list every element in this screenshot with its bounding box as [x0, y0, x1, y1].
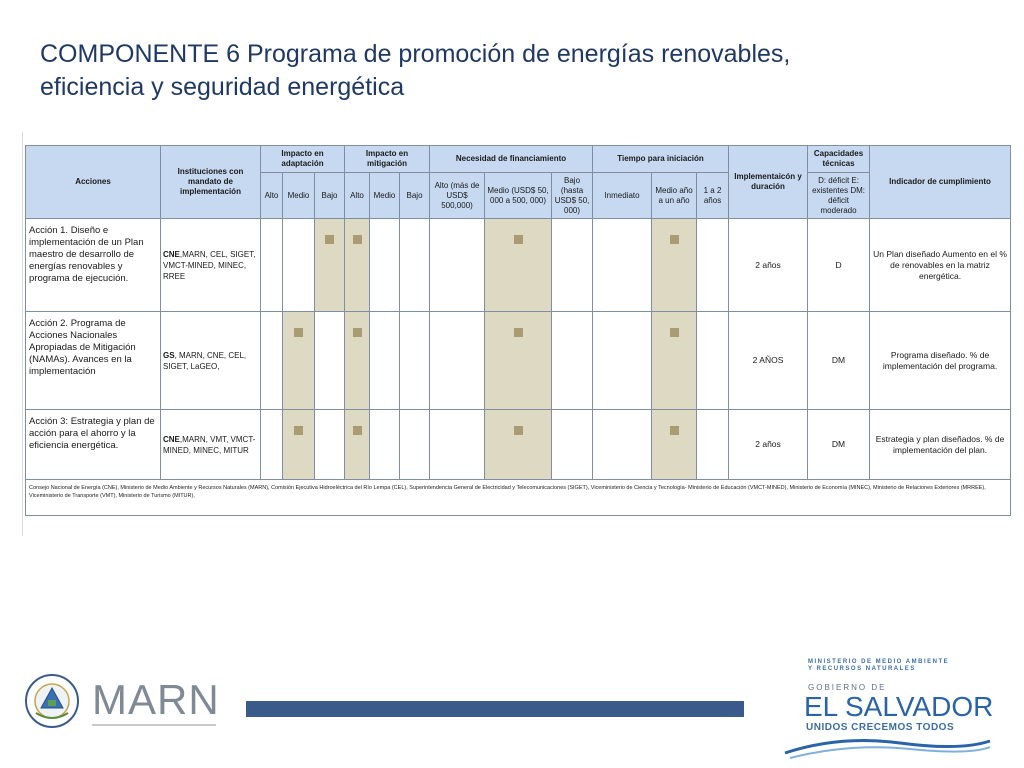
- acronyms-note: Consejo Nacional de Energía (CNE), Ministerio de Medio Ambiente y Recursos Naturales (MARN), Comisión Ejecutiva Hidroeléctrica del Río Lempa (CEL), Superintendencia General de Electricidad y Telecomunicaciones (SIGET), Viceministerio de Ciencia y Tecnología- Ministerio de Educación (VMCT-MINED), Ministerio de Economía (MINEC), Ministerio de Relaciones Exteriores (MRREE), Viceministerio de Transporte (VMT), Ministerio de Turismo (MITUR),: [26, 480, 1011, 516]
- header-indicador: Indicador de cumplimiento: [870, 146, 1011, 219]
- action-cell: Acción 1. Diseño e implementación de un Plan maestro de desarrollo de energías renovables y programa de ejecución.: [26, 219, 161, 312]
- header-instituciones: Instituciones con mandato de implementación: [161, 146, 261, 219]
- slide-title-line-1: COMPONENTE 6 Programa de promoción de energías renovables,: [40, 40, 791, 68]
- duration-cell: 2 años: [729, 219, 808, 312]
- cell-adapt-bajo: [315, 312, 345, 410]
- other-institutions: ,MARN, CEL, SIGET, VMCT-MINED, MINEC, RREE: [163, 249, 256, 281]
- cell-uno-dos-anios: [697, 219, 729, 312]
- cell-adapt-alto: [261, 312, 283, 410]
- cell-mitig-alto: [345, 312, 370, 410]
- duration-cell: 2 años: [729, 410, 808, 480]
- institutions-cell: [161, 219, 261, 312]
- gobierno-de-text: GOBIERNO DE: [808, 683, 887, 692]
- component-table-container: [25, 145, 1010, 516]
- cell-adapt-bajo: [315, 410, 345, 480]
- cell-adapt-bajo: [315, 219, 345, 312]
- lead-institution: CNE: [163, 434, 180, 444]
- action-cell: Acción 2. Programa de Acciones Nacionales Apropiadas de Mitigación (NAMAs). Avances en la implementación: [26, 312, 161, 410]
- cell-uno-dos-anios: [697, 410, 729, 480]
- check-mark-icon: [670, 235, 679, 244]
- check-mark-icon: [670, 426, 679, 435]
- header-adapt-alto: Alto: [261, 173, 283, 219]
- marn-logo: MARN: [92, 676, 220, 723]
- cell-fin-bajo: [552, 410, 593, 480]
- cell-adapt-alto: [261, 410, 283, 480]
- cell-adapt-medio: [283, 312, 315, 410]
- cell-fin-alto: [430, 219, 485, 312]
- cell-mitig-medio: [370, 410, 400, 480]
- header-adapt-medio: Medio: [283, 173, 315, 219]
- wave-swoosh-icon: [780, 733, 995, 761]
- header-implementacion: Implementaicón y duración: [729, 146, 808, 219]
- cell-mitig-alto: [345, 410, 370, 480]
- header-capacidades-leyenda: D: déficit E: existentes DM: déficit moderado: [808, 173, 870, 219]
- ministry-line-2: Y RECURSOS NATURALES: [808, 666, 916, 672]
- marn-underline: [92, 724, 216, 726]
- cell-mitig-bajo: [400, 219, 430, 312]
- el-salvador-coat-of-arms-icon: [24, 673, 80, 729]
- cell-mitig-bajo: [400, 410, 430, 480]
- check-mark-icon: [514, 426, 523, 435]
- cell-fin-medio: [485, 312, 552, 410]
- cell-mitig-medio: [370, 312, 400, 410]
- cell-mitig-alto: [345, 219, 370, 312]
- duration-cell: 2 AÑOS: [729, 312, 808, 410]
- cell-medio-anio: [652, 219, 697, 312]
- header-capacidades: Capacidades técnicas: [808, 146, 870, 173]
- lead-institution: GS: [163, 350, 175, 360]
- check-mark-icon: [353, 235, 362, 244]
- cell-uno-dos-anios: [697, 312, 729, 410]
- header-adapt-bajo: Bajo: [315, 173, 345, 219]
- ministry-text: [808, 659, 949, 673]
- institutions-cell: [161, 312, 261, 410]
- check-mark-icon: [670, 328, 679, 337]
- cell-mitig-medio: [370, 219, 400, 312]
- header-acciones: Acciones: [26, 146, 161, 219]
- header-impacto-mitigacion: Impacto en mitigación: [345, 146, 430, 173]
- check-mark-icon: [294, 426, 303, 435]
- footer-bar: [246, 701, 744, 717]
- check-mark-icon: [514, 328, 523, 337]
- header-necesidad-financiamiento: Necesidad de financiamiento: [430, 146, 593, 173]
- el-salvador-text: EL SALVADOR: [804, 691, 994, 722]
- lead-institution: CNE: [163, 249, 180, 259]
- cell-mitig-bajo: [400, 312, 430, 410]
- header-impacto-adaptacion: Impacto en adaptación: [261, 146, 345, 173]
- cell-adapt-alto: [261, 219, 283, 312]
- capacity-cell: DM: [808, 410, 870, 480]
- cell-fin-medio: [485, 219, 552, 312]
- cell-inmediato: [593, 219, 652, 312]
- check-mark-icon: [325, 235, 334, 244]
- check-mark-icon: [353, 328, 362, 337]
- left-divider: [22, 132, 23, 536]
- cell-fin-alto: [430, 312, 485, 410]
- other-institutions: , MARN, CNE, CEL, SIGET, LaGEO,: [163, 350, 247, 371]
- capacity-cell: DM: [808, 312, 870, 410]
- gobierno-el-salvador-logo: [780, 655, 1000, 765]
- slide-title-line-2: eficiencia y seguridad energética: [40, 73, 405, 101]
- table-row: [26, 410, 1011, 480]
- header-uno-dos-anios: 1 a 2 años: [697, 173, 729, 219]
- component-table: [25, 145, 1011, 516]
- header-inmediato: Inmediato: [593, 173, 652, 219]
- cell-fin-bajo: [552, 312, 593, 410]
- institutions-cell: [161, 410, 261, 480]
- other-institutions: ,MARN, VMT, VMCT-MINED, MINEC, MITUR: [163, 434, 256, 455]
- header-tiempo-iniciacion: Tiempo para iniciación: [593, 146, 729, 173]
- cell-medio-anio: [652, 312, 697, 410]
- cell-fin-medio: [485, 410, 552, 480]
- indicator-cell: Un Plan diseñado Aumento en el % de renovables en la matriz energética.: [870, 219, 1011, 312]
- cell-adapt-medio: [283, 219, 315, 312]
- header-fin-bajo: Bajo (hasta USD$ 50, 000): [552, 173, 593, 219]
- header-fin-alto: Alto (más de USD$ 500,000): [430, 173, 485, 219]
- indicator-cell: Estrategia y plan diseñados. % de implementación del plan.: [870, 410, 1011, 480]
- header-mitig-medio: Medio: [370, 173, 400, 219]
- header-mitig-bajo: Bajo: [400, 173, 430, 219]
- check-mark-icon: [353, 426, 362, 435]
- cell-inmediato: [593, 410, 652, 480]
- action-cell: Acción 3: Estrategia y plan de acción para el ahorro y la eficiencia energética.: [26, 410, 161, 480]
- header-mitig-alto: Alto: [345, 173, 370, 219]
- slide-title: [40, 38, 1000, 104]
- cell-inmediato: [593, 312, 652, 410]
- check-mark-icon: [294, 328, 303, 337]
- table-row: [26, 219, 1011, 312]
- cell-adapt-medio: [283, 410, 315, 480]
- ministry-line-1: MINISTERIO DE MEDIO AMBIENTE: [808, 659, 950, 665]
- cell-fin-bajo: [552, 219, 593, 312]
- check-mark-icon: [514, 235, 523, 244]
- indicator-cell: Programa diseñado. % de implementación del programa.: [870, 312, 1011, 410]
- header-medio-anio: Medio año a un año: [652, 173, 697, 219]
- capacity-cell: D: [808, 219, 870, 312]
- header-fin-medio: Medio (USD$ 50, 000 a 500, 000): [485, 173, 552, 219]
- cell-fin-alto: [430, 410, 485, 480]
- unidos-crecemos-todos-text: UNIDOS CRECEMOS TODOS: [806, 722, 955, 733]
- table-row: [26, 312, 1011, 410]
- cell-medio-anio: [652, 410, 697, 480]
